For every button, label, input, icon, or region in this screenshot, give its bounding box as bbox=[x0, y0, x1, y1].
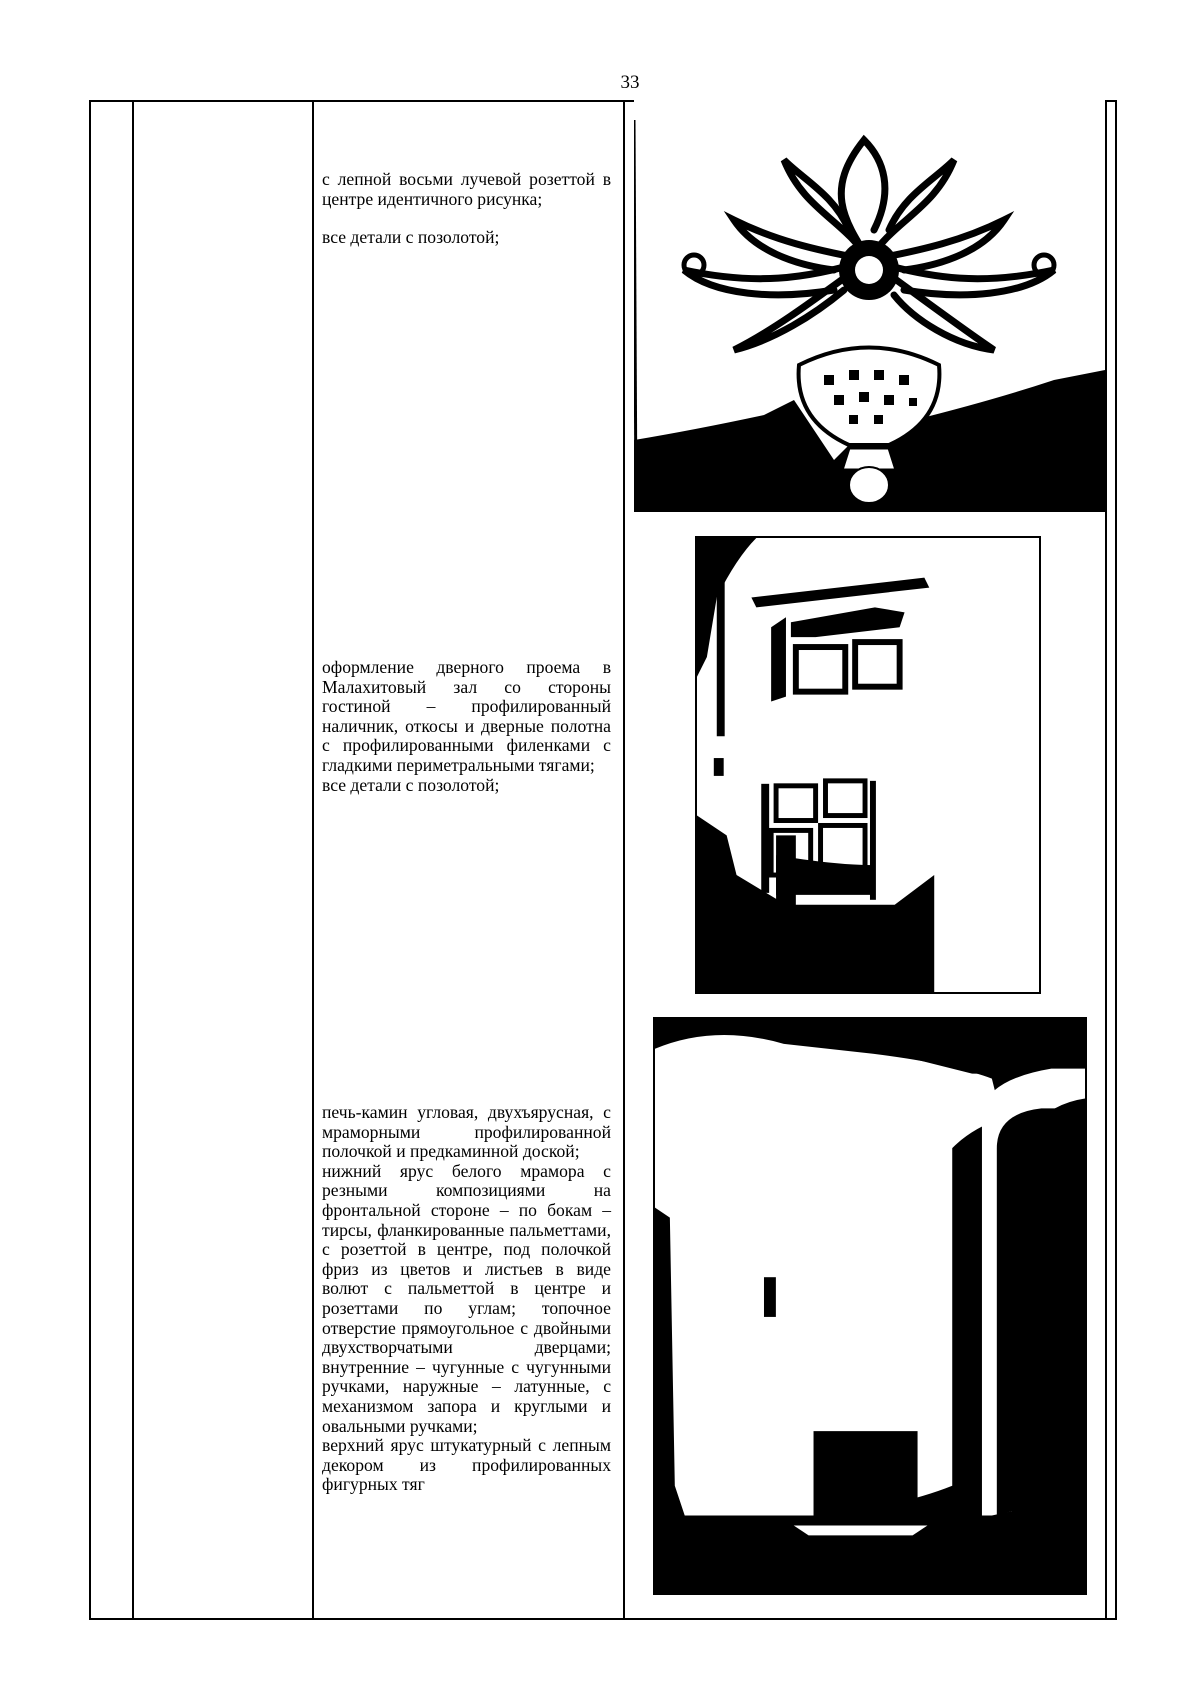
column-divider-1 bbox=[132, 100, 134, 1620]
fireplace-lower-tier-text: нижний ярус белого мрамора с резными композициями на фронтальной стороне – по бокам – тирсы, фланкированные пальметтами, с розеттой в центре, под полочкой фриз из цветов и листьев в виде волют с пальметтой в центре и розеттами по углам; топочное отверстие прямоугольное с двойными двухстворчатыми дверцами; внутренние – чугунные с чугунными ручками, наружные – латунные, с механизмом запора и круглыми и овальными ручками; bbox=[322, 1160, 611, 1436]
column-divider-2 bbox=[312, 100, 314, 1620]
column-divider-3 bbox=[623, 100, 625, 1620]
fireplace-overview-text: печь-камин угловая, двухъярусная, с мраморными профилированной полочкой и предкаминной доской; bbox=[322, 1102, 611, 1162]
page-number: 33 bbox=[620, 72, 640, 93]
chandelier-gilding-text: все детали с позолотой; bbox=[322, 227, 500, 248]
doorway-gilding-text: все детали с позолотой; bbox=[322, 774, 500, 795]
column-divider-4 bbox=[1105, 100, 1107, 1620]
chandelier-rosette-text: с лепной восьми лучевой розеттой в центре идентичного рисунка; bbox=[322, 169, 611, 209]
description-block-fireplace bbox=[322, 1103, 611, 1495]
description-block-chandelier bbox=[322, 170, 611, 248]
doorway-description-text: оформление дверного проема в Малахитовый зал со стороны гостиной – профилированный наличник, откосы и дверные полотна с профилированными филенками с гладкими периметральными тягами; bbox=[322, 657, 611, 775]
fireplace-upper-tier-text: верхний ярус штукатурный с лепным декором из профилированных фигурных тяг bbox=[322, 1435, 611, 1495]
fireplace-photo bbox=[653, 1017, 1087, 1595]
chandelier-photo bbox=[634, 100, 1105, 512]
doorway-photo bbox=[695, 536, 1041, 994]
description-block-doorway bbox=[322, 658, 611, 795]
